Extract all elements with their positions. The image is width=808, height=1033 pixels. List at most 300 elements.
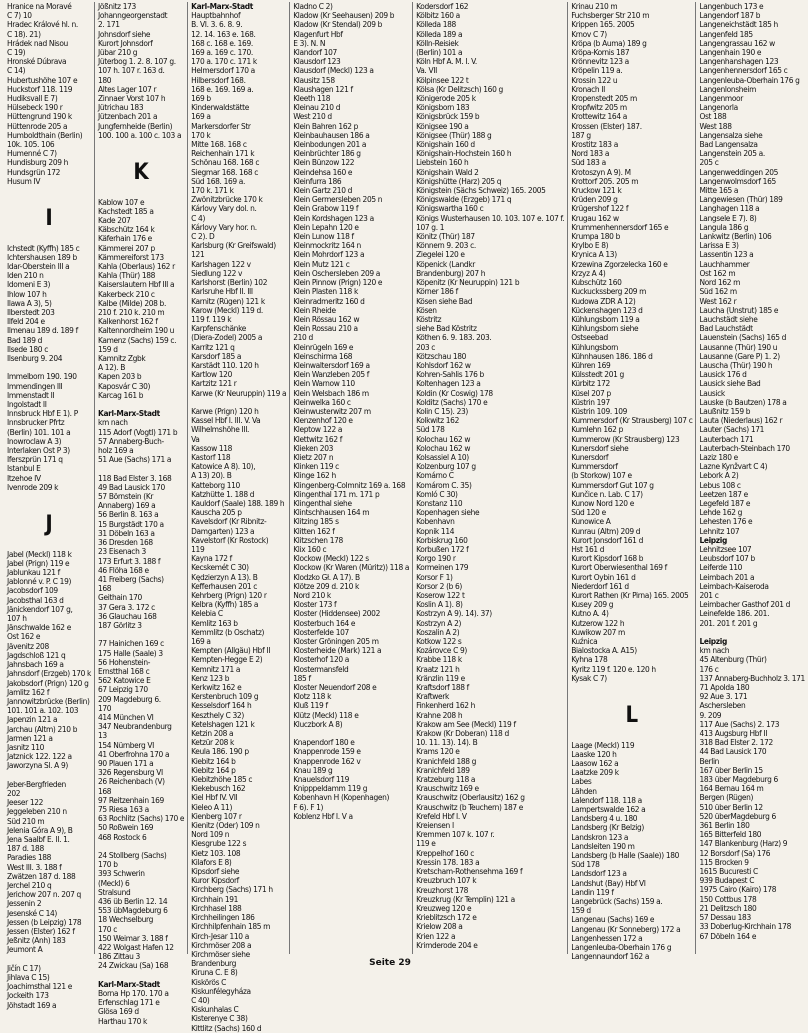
index-entry: Kecskemét C 30) [191,562,249,573]
index-entry: Kleinmockritz 164 n [293,240,361,251]
index-entry: Fuchsberger Str 210 m [571,10,650,21]
index-entry: Kachstedt 185 a [98,205,154,216]
index-entry: Knappenrode 162 v [293,755,361,766]
index-entry: Laage (Meckl) 119 [571,739,635,750]
index-entry: Kleindehsa 160 e [293,166,353,177]
index-entry: Langhagen 118 a [699,203,760,214]
index-entry: 46 Flöha 168 e [98,564,149,575]
index-entry: Kreuzhorst 178 [416,884,469,895]
index-entry: Jessen (Elster) 162 f [7,925,75,936]
index-entry: Bad Lauchstädt [699,323,753,334]
index-entry: (Diera-Zodel) 2005 a [191,332,263,343]
index-entry: 9. 209 [699,709,722,720]
index-entry: Köln Hbf A. M. I. V. [416,56,477,67]
index-entry: Ilsenburg 9. 204 [7,353,63,364]
index-entry: Klitzing 185 s [293,516,339,527]
index-entry: Kunčice n. Lab. C 17) [571,488,643,499]
index-entry: 147 Blankenburg (Harz) 9 [699,838,788,849]
index-entry: Kiekebusch 162 [191,783,246,794]
index-entry: Kürbitz 172 [571,378,610,389]
index-entry: Kiesgrube 122 s [191,838,247,849]
index-entry: Kunow Nord 120 e [571,497,634,508]
index-entry: Istanbul E [7,463,41,474]
index-entry: Konstanz 110 [416,497,463,508]
index-entry: 119 f. 119 k [191,313,232,324]
index-entry: Jungfernheide (Berlin) [98,120,173,131]
index-entry: Kiskörös C [191,976,227,987]
index-entry: 422 Wolgast Hafen 12 [98,942,174,952]
index-entry: Ihlow 107 h [7,288,47,299]
index-entry: Klein Mohrdorf 123 a [293,249,365,260]
index-entry: Kurort Rathen (Kr Pirna) 165. 2005 [571,590,689,600]
index-entry: 175 Halle (Saale) 3 [98,647,163,658]
index-entry: Koserow 122 t [416,590,465,600]
index-entry: Kuźnica [571,636,598,647]
index-entry: Karwe (Prign) 120 h [191,405,259,416]
index-entry: Klötze 209 d. 210 k [293,580,359,591]
index-entry: Katzhütte 1. 188 d [191,488,255,499]
index-entry: Leipzig [699,636,727,646]
index-entry: 209 Magdeburg 6. [98,693,161,704]
index-entry: West 162 r [699,295,737,306]
index-entry: Krams 120 e [416,746,460,757]
index-entry: 939 Budapest C [699,875,755,886]
index-entry: Kummerow (Kr Strausberg) 123 [571,433,680,444]
index-entry: 186 Zittau 3 [98,951,140,962]
index-entry: (b Storkow) 107 e [571,470,632,481]
index-entry: Klostermansfeld [293,663,349,674]
index-entry: 167 über Berlin 15 [699,764,763,775]
index-entry: Kreuzkrug (Kr Templin) 121 a [416,893,515,904]
index-entry: 13 [98,730,107,741]
index-entry: Kiskunfélegyháza [191,985,251,996]
index-entry: Ilmenau 189 d. 189 f [7,325,78,336]
index-entry: 15 Burgstädt 170 a [98,518,164,529]
index-entry: (Berlin) 101 a [416,47,463,58]
index-entry: 67 Döbeln 164 e [699,930,757,941]
index-entry: Lehde 162 g [699,507,743,518]
index-entry: Paradies 188 [7,852,52,863]
index-entry: Karwe (Kr Neuruppin) 119 a [191,387,287,398]
index-entry: Klaushagen 121 f [293,83,353,94]
index-entry: Hrádek nad Nisou [7,37,68,48]
index-entry: C 19) [7,47,26,58]
index-entry: Kladow (Kr Stendal) 209 b [293,19,383,30]
index-entry: Karl-Marx-Stadt [98,978,160,989]
index-entry: Königs Wusterhausen 10. 103. 107 e. 107 f. [416,212,565,223]
index-entry [98,140,184,149]
index-entry: Kölbitz 160 a [416,10,460,21]
index-entry: Itzehoe IV [7,472,41,483]
index-entry: Jičín C 17) [7,962,41,973]
index-entry: 168 [98,785,112,796]
index-entry: Klockow (Meckl) 122 s [293,553,369,564]
index-entry: Kassel Hbf I. III. V. Va [191,415,261,426]
index-entry: 562 Katowice E [98,675,151,686]
index-entry: Kirchhasel 188 [191,902,242,913]
index-entry: Krakow (Kr Doberan) 118 d [416,728,509,739]
index-entry: Iferszprün 171 q [7,454,63,465]
index-entry: Kamnitz Zgbk [98,353,146,364]
index-entry: Jockeith 173 [7,990,49,1001]
index-entry: 170 [98,702,112,713]
index-entry: Königsborn 183 [416,102,470,113]
index-entry: Kreiensen I [416,820,454,831]
index-entry: Hundsgrün 172 [7,166,61,177]
index-entry: Klein Kordshagen 123 a [293,212,374,223]
index-entry: Kempten-Hegge E 2) [191,654,263,665]
index-entry: B. VI. 3. 6. 8. 9. [191,19,243,30]
index-entry: Küstrin 109. 109 [571,405,628,416]
index-entry: Berlin [699,755,720,766]
index-entry: Kunersdorf siehe [571,442,629,453]
index-entry: Klein Rössau 162 w [293,313,360,324]
index-entry: Finkenherd 162 h [416,700,476,711]
index-entry: Bad Langensalza [699,139,758,150]
index-entry: Knauelsdorf 119 [293,774,350,785]
index-entry: Kopnik 114 [416,525,455,536]
index-entry: Jeber-Bergfrieden [7,778,66,789]
index-entry: Klix 160 c [293,543,327,554]
index-entry: Joachimsthal 121 e [7,981,72,992]
index-entry: Jarmen 121 a [7,732,53,743]
index-entry: Krien 122 a [416,930,456,941]
index-entry: Kiruna C. E 8) [191,967,238,978]
index-entry: Kühlungsborn siehe [571,323,639,334]
index-entry: Kobenhavn H (Kopenhagen) [293,792,390,803]
index-entry: Kotkow 122 s [416,636,462,647]
index-entry: Kronach II [571,83,605,94]
index-entry: 203 c [416,341,436,352]
index-entry: Klütz (Meckl) 118 e [293,709,359,720]
index-entry: Kraftwerk [416,691,449,702]
index-entry: Klein Rheide [293,304,336,315]
index-entry: Klein Bahren 162 p [293,120,359,131]
index-entry: Kavelstorf (Kr Rostock) [191,534,269,545]
index-entry: Klotz 118 k [293,691,332,702]
index-entry: Hst 161 d [571,543,605,554]
index-entry: Krabbe 118 k [416,654,462,665]
index-entry [7,501,91,510]
index-entry: Jeggeleben 210 n [7,806,67,817]
index-entry: Kämmerei 207 p [98,242,155,253]
index-entry: 201 c [699,590,719,600]
index-entry: Kostrzyn A 9). 14). 37) [416,608,492,619]
index-entry: Langenlonsheim [699,83,757,94]
index-entry: Königswalde (Erzgeb) 171 q [416,194,512,205]
index-entry: Könnern 9. 203 c. [416,240,476,251]
index-entry: Krefeld Hbf I. V [416,810,467,821]
index-entry: Kurort Jonsdorf 161 d [571,534,643,545]
index-entry: Kemmlitz (b Oschatz) [191,626,265,637]
index-entry: Kirchheilingen 186 [191,912,255,923]
index-entry: Immelborn 190. 190 [7,371,77,382]
index-entry: Kahla (Oberlaus) 162 r [98,261,175,272]
index-entry: Kühlungsborn 119 a [571,313,640,324]
index-entry: Ernstthal 168 c [98,665,150,676]
index-entry: 154 Nürnberg VI [98,739,155,750]
index-entry: Jasnitz 110 [7,741,45,752]
index-entry: Kartlow 120 [191,369,232,380]
index-entry: Kleinschirma 168 [293,350,353,361]
index-entry: Klinge 162 h [293,470,336,481]
index-entry: Lausick 176 d [699,369,747,380]
index-entry: 121 [191,249,205,260]
index-entry: Kleinwelka 160 c [293,396,351,407]
index-entry: Leimbacher Gasthof 201 d [699,599,791,610]
index-entry: Jarchau (Altm) 210 b [7,723,78,734]
index-entry: Kühnhausen 186. 186 d [571,350,653,361]
index-entry: 63 Rochlitz (Sachs) 170 e [98,813,185,824]
index-entry: Ilfeld 204 e [7,316,45,327]
index-entry: Idar-Oberstein III a [7,261,70,272]
index-entry: Süd 178 [571,859,600,870]
index-entry: Klein Lunow 118 f [293,231,354,242]
index-entry: Altes Lager 107 r [98,83,157,94]
index-entry: Leubsdorf 107 b [699,553,755,564]
index-entry: Krottewitz 164 a [571,111,627,122]
index-entry: Landsdorf 123 a [571,868,627,879]
index-entry: Kablow 107 e [98,196,145,207]
index-entry: Süd 120 e [571,507,606,518]
index-entry: Langenhessen 172 a [571,932,643,943]
index-entry: Lähden [571,785,597,796]
index-entry: Larissa E 3) [699,240,739,251]
index-entry: Kirchhain 191 [191,893,239,904]
index-entry: Kleptow 122 a [293,424,343,435]
index-entry: Klingenthal 171 m. 171 p [293,488,380,499]
index-entry: Ivenrode 209 k [7,481,59,492]
index-entry: Klosterfelde 107 [293,626,349,637]
index-entry: Lauchstädt siehe [699,313,758,324]
index-entry: Langenstein 205 a. [699,148,765,159]
index-entry: Köpenick (Landkr [416,258,475,269]
index-entry: Kisterenye C 38) [191,1013,248,1024]
index-entry: Husum IV [7,175,41,186]
index-entry: Knipppeldamm 119 g [293,783,368,794]
index-entry: Kenz 123 b [191,672,230,683]
index-entry: Kückenshagen 123 d [571,304,643,315]
index-entry: C 40) [191,994,210,1005]
index-entry: Kreuzbruch 107 k [416,875,477,886]
index-entry: 115 Adorf (Vogtl) 171 b [98,426,178,437]
index-entry: Karl-Marx-Stadt [98,408,160,419]
index-entry: Jessenin 2 [7,898,42,909]
index-entry: Jabel (Meckl) 118 k [7,548,72,559]
index-entry: Humenné C 7) [7,148,57,159]
index-entry: 169 a. 169 c. 170. [191,47,253,58]
index-entry: Klandorf 107 [293,47,337,58]
index-entry: Königsee 190 a [416,120,469,131]
index-entry: 24 Zwickau (Sa) 168 [98,960,169,971]
index-entry: 23 Eisenach 3 [98,546,146,557]
index-entry: Krnov C 7) [571,28,607,39]
index-entry: Lauterbach 171 [699,433,754,444]
index-entry: Kehrberg (Prign) 120 r [191,589,267,600]
index-entry: 118 Bad Elster 3. 168 [98,472,172,483]
index-entry: Landskron 123 a [571,831,629,842]
index-entry: Klosterhof 120 a [293,654,349,665]
index-entry: Kalkenhorst 162 f [98,316,158,327]
index-entry: 117 Aue (Sachs) 2. 173 [699,718,780,729]
index-entry: Krossen (Elster) 187. [571,120,642,131]
index-entry: Klettwitz 162 f [293,433,343,444]
index-entry: Kyhna 178 [571,654,608,665]
index-entry: Komárom C. 35) [416,479,472,490]
section-letter: J [45,512,53,538]
index-entry: Zwätzen 187 d. 188 [7,870,76,881]
index-entry: Kurort Johnsdorf [98,37,153,48]
index-entry: Kleinradmeritz 160 d [293,295,365,306]
index-entry: 71 Apolda 180 [699,682,750,693]
section-letter: K [133,160,149,186]
index-entry: Lassentin 123 a [699,249,754,260]
index-column [95,1,188,1026]
index-entry: Langenau (Kr Sonneberg) 172 a [571,923,681,934]
index-entry: Langengrassau 162 w [699,37,775,48]
index-entry: 115 Brocken 9 [699,856,749,867]
index-entry [7,195,91,204]
index-entry: Lauterbach-Steinbach 170 [699,442,790,453]
index-entry: Kladow (Kr Seehausen) 209 b [293,10,395,21]
index-entry: C 14) [7,65,26,76]
index-entry: 170 b [98,859,118,870]
index-entry: Lausick siehe Bad [699,378,761,389]
index-entry: Laatzke 209 k [571,767,619,778]
index-entry: Lauske (b Bautzen) 178 a [699,396,787,407]
index-entry: Kusey 209 g [571,599,614,610]
index-entry: C 18). 21) [7,28,41,39]
index-entry: Ostseebad [571,332,608,343]
index-entry: Klein Bünzow 122 [293,157,355,168]
index-entry: Bad 189 d [7,334,43,345]
index-entry: Koszalin A 2) [416,626,460,637]
index-entry: Lebork A 2) [699,470,739,481]
index-entry: Siedlung 122 v [191,267,243,278]
index-entry: Klietz 207 n [293,451,334,462]
index-entry: Kunersdorf [571,451,609,462]
index-entry: Klodzko Gł. A 17). B [293,571,360,582]
index-column [413,2,568,954]
index-entry: Niederdorf 161 d [571,580,629,591]
index-entry: Klintschhausen 164 m [293,507,370,518]
index-entry: Kleinwaltersdorf 169 a [293,359,370,370]
index-entry: Kieleo A 11) [191,801,233,812]
index-entry: 170 c [98,923,117,934]
index-entry: Kunrau (Altm) 209 d [571,525,641,536]
index-entry: Johanngeorgenstadt [98,10,168,21]
index-entry: Lazne Kynžvart C 4) [699,461,768,472]
index-entry: 90 Plauen 171 a [98,757,154,768]
index-entry: Kohlsdorf 162 w [416,359,471,370]
index-entry: Kötzschau 180 [416,350,467,361]
index-entry: Brandenburg [191,958,236,969]
index-entry: Küsel 207 p [571,387,611,398]
index-entry: Kemnitz 171 a [191,663,241,674]
index-entry: Kienberg 107 r [191,810,242,821]
index-entry: Kelbra (Kyffh) 185 a [191,599,259,610]
index-entry: Süd 210 m [7,815,45,826]
index-entry: Karcag 161 b [98,389,144,400]
index-entry: Karlshagen 122 v [191,258,251,269]
index-entry: Kauscha 205 p [191,507,242,518]
index-entry: Langenmoor [699,93,743,104]
index-entry: 165 Bitterfeld 180 [699,829,762,840]
index-entry: Lausanne (Gare P) 1. 2) [699,350,780,361]
index-entry: Krylbo E 8) [571,240,609,251]
index-entry: 24 Stollberg (Sachs) [98,849,167,860]
index-entry: 159 d [571,905,591,916]
index-entry: Helmersdorf 170 a [191,65,255,76]
index-entry: 187 g [571,129,591,140]
index-entry: Kormeinen 179 [416,562,469,573]
index-entry: 107 g. 1 [416,221,445,232]
index-entry: Kędzierzyn A 13). B [191,571,258,582]
index-entry: Karlsruhe Hbf II. III [191,286,253,297]
index-column [568,1,696,962]
index-entry: Idomeni E 3) [7,279,51,290]
index-entry: Immenstadt II [7,389,55,400]
index-entry: 169 a [191,636,211,646]
index-entry: Kefferhausen 201 c [191,580,258,591]
index-entry: Krynica A 13) [571,249,617,260]
index-entry: 414 München VI [98,711,154,722]
index-entry: 41 Freiberg (Sachs) [98,573,164,584]
index-entry: C 2). D [191,231,215,242]
index-entry: Krugau 162 w [571,212,619,223]
index-entry: Kummersdorf Gut 107 g [571,479,654,490]
index-entry: Kloster Neuendorf 208 e [293,682,377,693]
index-entry: Hüttengrund 190 k [7,111,72,122]
index-entry: Kavelsdorf (Kr Ribnitz- [191,516,267,527]
index-entry: Reichenhain 171 k [191,148,255,159]
index-entry: 67 Leipzig 170 [98,684,148,695]
index-entry: Jänschwalde 162 e [7,622,71,633]
index-entry: Karpfenschänke [191,323,246,334]
index-entry: 44 Bad Lausick 170 [699,746,767,757]
index-entry: 169 b [191,93,211,104]
index-entry: Jaworzyna Sl. A 9) [7,760,68,771]
index-entry: Klein Gartz 210 d [293,185,353,196]
index-entry: Ketzür 208 k [191,737,234,748]
index-entry: 119 e [416,838,436,849]
index-entry: Jeßnitz (Anh) 183 [7,935,66,946]
index-entry: Krzewina Zgorzelecka 160 e [571,258,668,269]
index-entry: 187 Görlitz 3 [98,619,142,630]
index-entry: Kloster Gröningen 205 m [293,636,379,647]
index-entry: 361 Berlin 180 [699,820,750,831]
index-entry: Aschersleben [699,700,746,711]
index-entry: Kolochau 162 w [416,433,471,444]
index-entry: Königshain-Hochstein 160 h [416,148,512,159]
index-entry: Kressin 178. 183 a [416,856,480,867]
index-entry: Huckstorf 118. 119 [7,83,73,94]
index-entry: Laußnitz 159 b [699,405,751,416]
index-entry: Jübar 210 g [98,47,138,58]
index-entry: 33 Doberlug-Kirchhain 178 [699,921,791,932]
index-entry: Korbiskrug 160 [416,534,468,545]
index-entry: Langula 186 g [699,221,749,232]
index-entry: Klinken 119 c [293,461,339,472]
index-entry: Kamenz (Sachs) 159 c. [98,334,177,345]
index-entry: 12. 14. 163 e. 168. [191,28,256,39]
page-number: Seite 29 [369,958,411,968]
index-entry: Hronské Dúbrava [7,56,67,67]
index-entry: Kodersdorf 162 [416,1,469,11]
index-entry: Kratzeburg 118 a [416,774,476,785]
index-entry: Laziz 180 e [699,451,738,462]
index-entry: Königsee (Thür) 188 g [416,129,492,140]
